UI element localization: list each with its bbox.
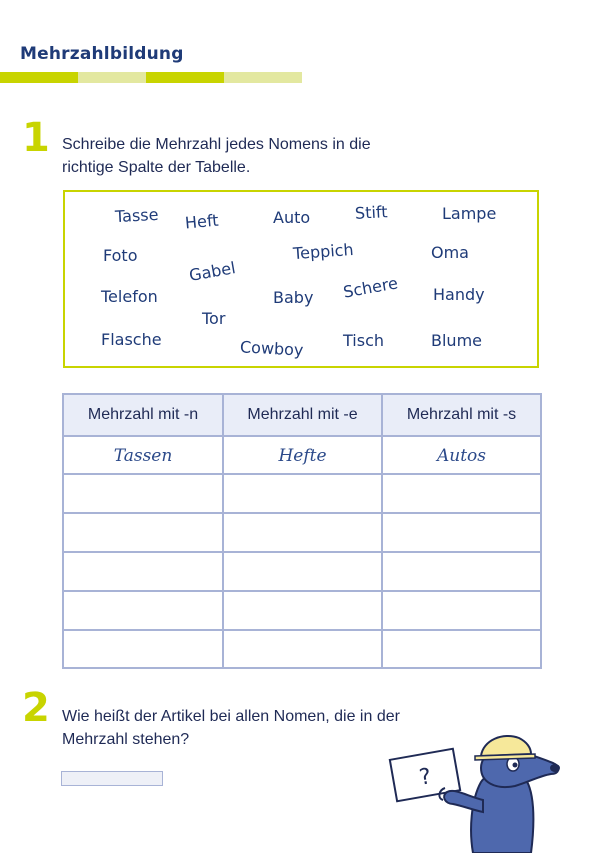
- word-heft: Heft: [184, 210, 220, 233]
- word-flasche: Flasche: [101, 330, 162, 349]
- answer-cell[interactable]: [224, 514, 381, 552]
- task-1-instruction-line-2: richtige Spalte der Tabelle.: [62, 159, 251, 176]
- task-1-instruction-line-1: Schreibe die Mehrzahl jedes Nomens in die: [62, 136, 371, 153]
- answer-cell[interactable]: [224, 631, 381, 669]
- answer-cell[interactable]: [383, 592, 540, 630]
- word-tisch: Tisch: [343, 331, 384, 350]
- answer-cell[interactable]: [383, 514, 540, 552]
- card-question-mark: ?: [417, 764, 434, 791]
- answer-cell[interactable]: [64, 553, 222, 591]
- answer-cell[interactable]: [64, 475, 222, 513]
- answer-cell[interactable]: [64, 631, 222, 669]
- title-underline: [0, 72, 302, 83]
- word-handy: Handy: [433, 285, 485, 304]
- table-header-row: [64, 395, 540, 435]
- word-blume: Blume: [431, 331, 482, 350]
- word-tor: Tor: [202, 309, 226, 328]
- article-answer-field[interactable]: [61, 771, 163, 786]
- word-cowboy: Cowboy: [239, 337, 304, 360]
- word-tasse: Tasse: [114, 204, 159, 227]
- word-gabel: Gabel: [187, 258, 237, 285]
- word-box: [63, 190, 539, 368]
- answer-cell[interactable]: [64, 514, 222, 552]
- task-2-question-line-1: Wie heißt der Artikel bei allen Nomen, die in der: [62, 708, 400, 725]
- word-teppich: Teppich: [292, 239, 355, 264]
- word-schere: Schere: [341, 273, 400, 302]
- word-foto: Foto: [103, 246, 138, 265]
- word-auto: Auto: [273, 208, 311, 227]
- example-cell-e: Hefte: [278, 446, 327, 466]
- answer-cell[interactable]: [224, 592, 381, 630]
- mole-mascot-icon: [385, 730, 575, 853]
- task-2-question: [62, 705, 400, 751]
- word-stift: Stift: [354, 202, 388, 223]
- task-2-question-line-2: Mehrzahl stehen?: [62, 731, 190, 748]
- word-telefon: Telefon: [101, 287, 158, 306]
- plural-table: [62, 393, 542, 669]
- example-cell-s: Autos: [436, 446, 487, 466]
- answer-cell[interactable]: [224, 553, 381, 591]
- word-baby: Baby: [273, 288, 314, 307]
- task-1-number: 1: [22, 115, 50, 161]
- example-cell-n: Tassen: [113, 446, 173, 466]
- header-mehrzahl-e: Mehrzahl mit -e: [247, 406, 358, 423]
- answer-cell[interactable]: [383, 631, 540, 669]
- task-1-instruction: [62, 133, 371, 179]
- header-mehrzahl-n: Mehrzahl mit -n: [87, 406, 199, 423]
- answer-cell[interactable]: [224, 475, 381, 513]
- answer-cell[interactable]: [64, 592, 222, 630]
- word-oma: Oma: [431, 243, 469, 262]
- word-lampe: Lampe: [442, 204, 497, 223]
- task-2-number: 2: [22, 685, 50, 731]
- answer-cell[interactable]: [383, 553, 540, 591]
- page-title: Mehrzahlbildung: [20, 44, 184, 64]
- header-mehrzahl-s: Mehrzahl mit -s: [406, 406, 517, 423]
- answer-cell[interactable]: [383, 475, 540, 513]
